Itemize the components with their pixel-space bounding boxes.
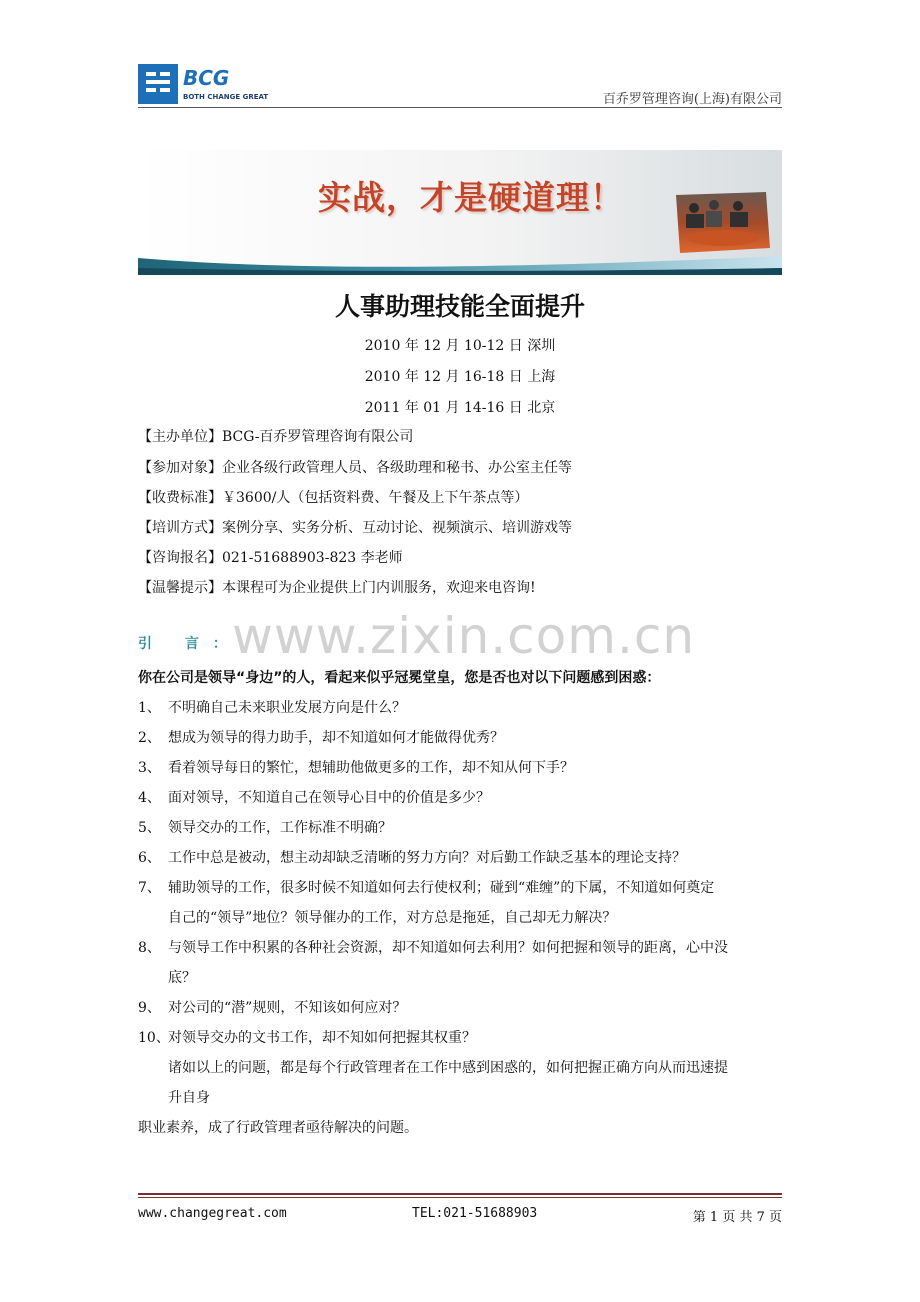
summary-line: 诸如以上的问题，都是每个行政管理者在工作中感到困惑的，如何把握正确方向从而迅速提 bbox=[168, 1060, 728, 1076]
watermark: www.zixin.com.cn bbox=[232, 607, 696, 665]
info-row-organizer: 【主办单位】BCG-百乔罗管理咨询有限公司 bbox=[138, 429, 414, 445]
session-date: 2010 年 12 月 10-12 日 深圳 bbox=[364, 338, 556, 354]
list-item: 9、 对公司的“潜”规则，不知该如何应对？ bbox=[138, 1000, 407, 1016]
intro-question: 你在公司是领导“身边”的人，看起来似乎冠冕堂皇，您是否也对以下问题感到困惑： bbox=[138, 670, 661, 686]
course-title: 人事助理技能全面提升 bbox=[334, 292, 585, 321]
page-number: 第 1 页 共 7 页 bbox=[692, 1210, 782, 1225]
list-item: 10、对领导交办的文书工作，却不知如何把握其权重？ bbox=[138, 1030, 476, 1046]
banner-slogan: 实战，才是硬道理！ bbox=[318, 178, 624, 217]
list-item: 5、 领导交办的工作，工作标准不明确？ bbox=[138, 820, 392, 836]
info-row-method: 【培训方式】案例分享、实务分析、互动讨论、视频演示、培训游戏等 bbox=[138, 520, 572, 536]
session-date: 2010 年 12 月 16-18 日 上海 bbox=[364, 369, 556, 385]
svg-text:BOTH CHANGE GREAT: BOTH CHANGE GREAT bbox=[183, 93, 269, 101]
banner bbox=[138, 150, 782, 275]
info-row-tip: 【温馨提示】本课程可为企业提供上门内训服务，欢迎来电咨询! bbox=[138, 580, 536, 596]
bcg-logo bbox=[138, 62, 278, 106]
info-row-audience: 【参加对象】企业各级行政管理人员、各级助理和秘书、办公室主任等 bbox=[138, 460, 572, 476]
list-item: 7、 辅助领导的工作，很多时候不知道如何去行使权利；碰到“难缠”的下属，不知道如何奠定 bbox=[138, 880, 715, 896]
closing-line: 职业素养，成了行政管理者亟待解决的问题。 bbox=[138, 1120, 418, 1136]
list-item-continuation: 自己的“领导”地位？领导催办的工作，对方总是拖延，自己却无力解决？ bbox=[168, 910, 617, 926]
intro-label: 引 言： bbox=[138, 636, 241, 652]
footer-divider bbox=[138, 1193, 782, 1195]
list-item: 1、 不明确自己未来职业发展方向是什么？ bbox=[138, 700, 406, 716]
meeting-photo-icon bbox=[676, 192, 770, 253]
header-divider bbox=[138, 107, 782, 108]
list-item-continuation: 底？ bbox=[168, 970, 196, 986]
footer-divider bbox=[138, 1197, 782, 1198]
footer-website-link[interactable]: www.changegreat.com bbox=[138, 1206, 287, 1221]
list-item: 8、 与领导工作中积累的各种社会资源，却不知道如何去利用？如何把握和领导的距离，心中没 bbox=[138, 940, 728, 956]
info-row-contact: 【咨询报名】021-51688903-823 李老师 bbox=[138, 550, 403, 566]
list-item: 6、 工作中总是被动，想主动却缺乏清晰的努力方向？对后勤工作缺乏基本的理论支持？ bbox=[138, 850, 686, 866]
company-name: 百乔罗管理咨询(上海)有限公司 bbox=[602, 92, 782, 107]
session-date: 2011 年 01 月 14-16 日 北京 bbox=[364, 400, 556, 416]
list-item: 4、 面对领导，不知道自己在领导心目中的价值是多少？ bbox=[138, 790, 490, 806]
footer-telephone: TEL:021-51688903 bbox=[412, 1206, 538, 1221]
list-item: 2、 想成为领导的得力助手，却不知道如何才能做得优秀？ bbox=[138, 730, 504, 746]
svg-text:BCG: BCG bbox=[183, 66, 230, 90]
list-item: 3、 看着领导每日的繁忙，想辅助他做更多的工作，却不知从何下手？ bbox=[138, 760, 574, 776]
summary-line: 升自身 bbox=[168, 1090, 210, 1106]
info-row-fee: 【收费标准】￥3600/人（包括资料费、午餐及上下午茶点等） bbox=[138, 490, 529, 506]
